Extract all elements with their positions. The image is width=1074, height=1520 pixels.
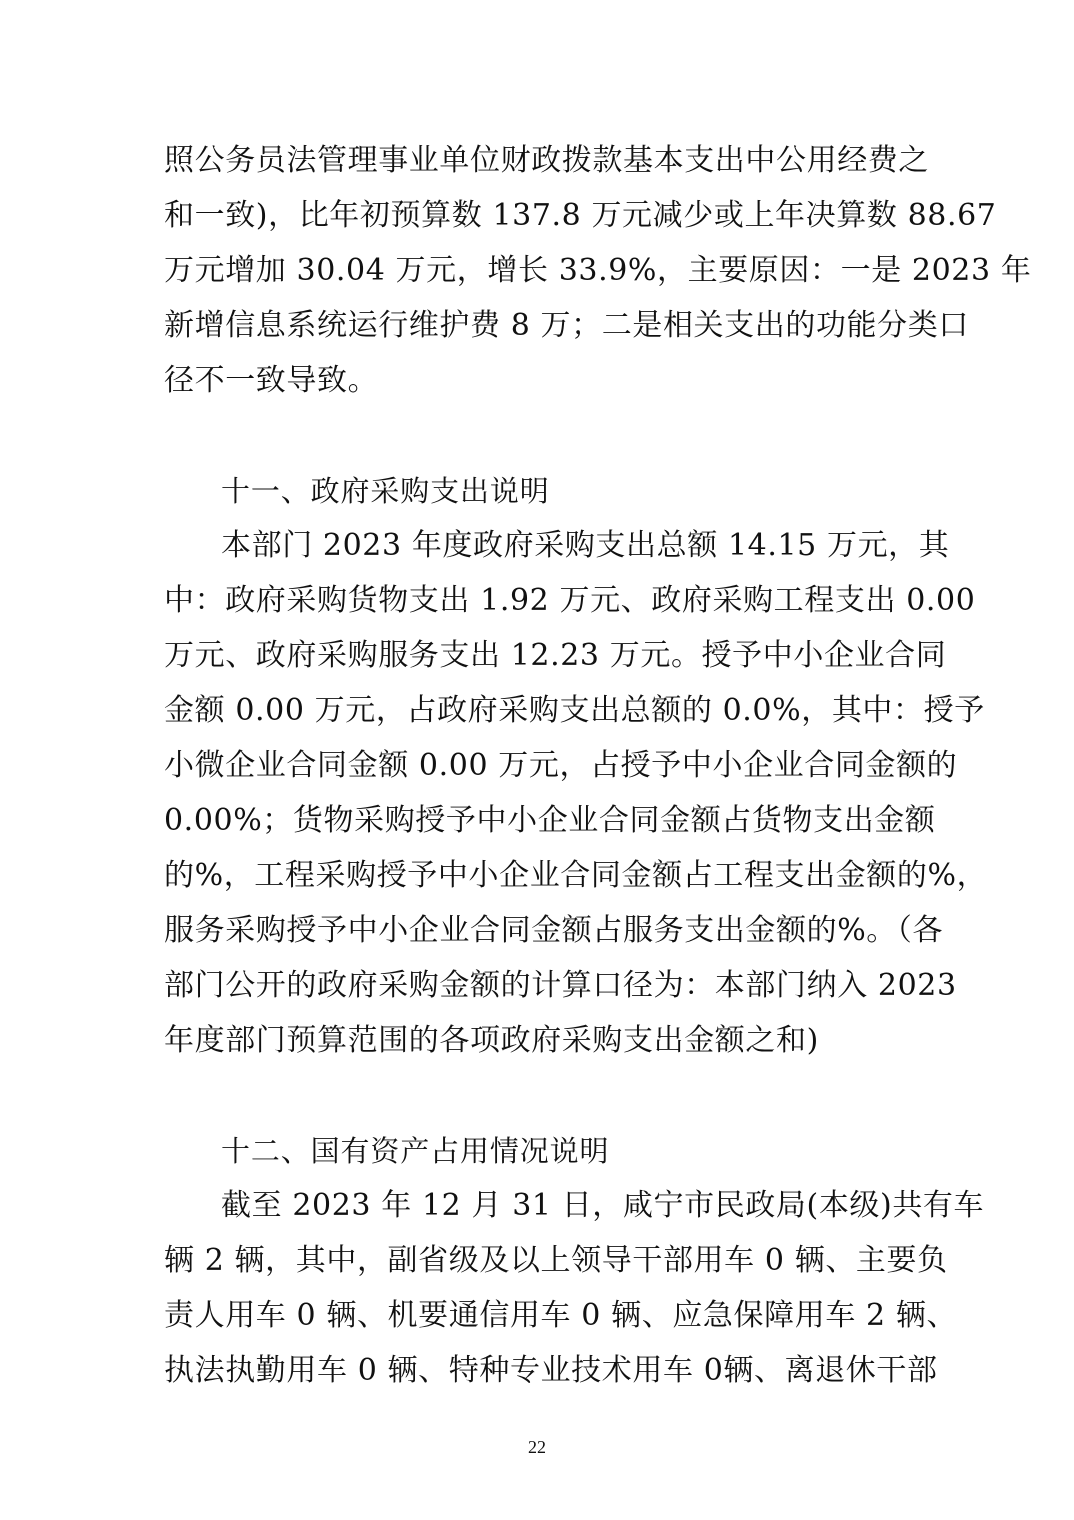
paragraph-line: 服务采购授予中小企业合同金额占服务支出金额的%。（各 [164,913,944,948]
section-heading-state-assets: 十二、国有资产占用情况说明 [221,1134,610,1168]
paragraph-line: 部门公开的政府采购金额的计算口径为：本部门纳入 2023 [164,968,957,1003]
paragraph-line: 责人用车 0 辆、机要通信用车 0 辆、应急保障用车 2 辆、 [164,1298,958,1333]
paragraph-line: 执法执勤用车 0 辆、特种专业技术用车 0辆、离退休干部 [164,1353,938,1388]
paragraph-line: 0.00%；货物采购授予中小企业合同金额占货物支出金额 [164,803,936,838]
paragraph-line: 和一致)，比年初预算数 137.8 万元减少或上年决算数 88.67 [164,198,997,233]
paragraph-line: 年度部门预算范围的各项政府采购支出金额之和) [164,1023,819,1058]
paragraph-line: 本部门 2023 年度政府采购支出总额 14.15 万元，其 [221,528,950,563]
paragraph-line: 径不一致导致。 [164,363,379,398]
paragraph-line: 小微企业合同金额 0.00 万元，占授予中小企业合同金额的 [164,748,958,783]
paragraph-line: 万元、政府采购服务支出 12.23 万元。授予中小企业合同 [164,638,947,673]
paragraph-line: 辆 2 辆，其中，副省级及以上领导干部用车 0 辆、主要负 [164,1243,948,1278]
paragraph-line: 的%，工程采购授予中小企业合同金额占工程支出金额的%， [164,858,988,893]
paragraph-line: 中：政府采购货物支出 1.92 万元、政府采购工程支出 0.00 [164,583,976,618]
paragraph-line: 照公务员法管理事业单位财政拨款基本支出中公用经费之 [164,143,929,178]
paragraph-line: 金额 0.00 万元，占政府采购支出总额的 0.0%，其中：授予 [164,693,985,728]
section-heading-procurement: 十一、政府采购支出说明 [221,474,550,508]
paragraph-line: 新增信息系统运行维护费 8 万；二是相关支出的功能分类口 [164,308,969,343]
paragraph-line: 截至 2023 年 12 月 31 日，咸宁市民政局(本级)共有车 [221,1188,985,1223]
page-number: 22 [528,1437,546,1457]
paragraph-line: 万元增加 30.04 万元，增长 33.9%，主要原因：一是 2023 年 [164,253,1032,288]
